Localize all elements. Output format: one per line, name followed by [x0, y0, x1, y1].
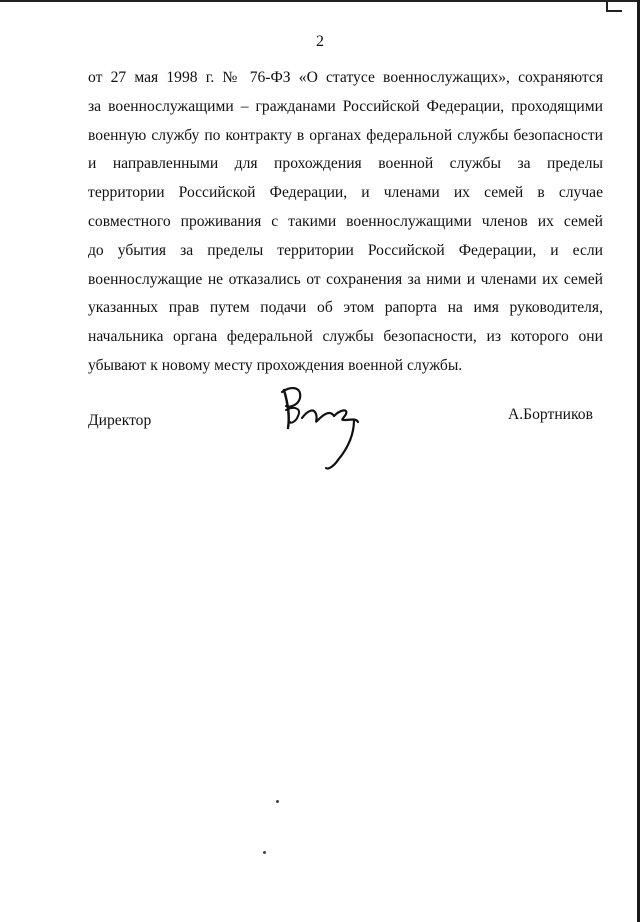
body-line: от 27 мая 1998 г. № 76-ФЗ «О статусе военнослужащих», сохраняются [88, 69, 603, 86]
scan-speck [263, 851, 266, 854]
staple-mark [606, 2, 622, 12]
body-line: военную службу по контракту в органах федеральной службы безопасности [88, 126, 603, 144]
body-line: начальника органа федеральной службы безопасности, из которого они [88, 328, 603, 346]
body-line: указанных прав путем подачи об этом рапорта на имя руководителя, [88, 299, 603, 317]
body-paragraph [88, 64, 603, 381]
body-line: до убытия за пределы территории Российской Федерации, и если [88, 241, 603, 259]
page-number: 2 [316, 33, 324, 50]
body-line: за военнослужащими – гражданами Российской Федерации, проходящими [88, 97, 603, 115]
signatory-name: А.Бортников [508, 406, 593, 423]
scan-speck [276, 800, 279, 803]
body-line: и направленными для прохождения военной службы за пределы [88, 155, 603, 173]
body-line: совместного проживания с такими военнослужащими членов их семей [88, 212, 603, 230]
body-line: территории Российской Федерации, и членами их семей в случае [88, 184, 603, 202]
body-line: убывают к новому месту прохождения военной службы. [88, 356, 463, 374]
signatory-title: Директор [88, 412, 152, 429]
body-line: военнослужащие не отказались от сохранения за ними и членами их семей [88, 270, 603, 288]
scan-edge-top [0, 0, 640, 2]
handwritten-signature [278, 376, 378, 476]
